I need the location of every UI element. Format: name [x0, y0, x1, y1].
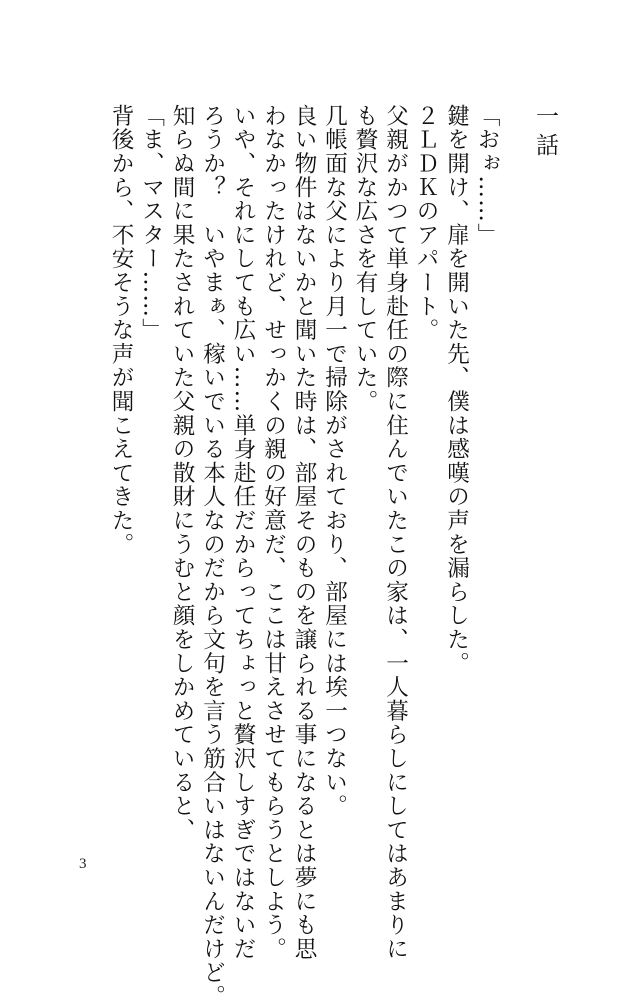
chapter-title: 一話 — [532, 104, 558, 162]
text-line: 父親がかつて単身赴任の際に住んでいたこの家は、一人暮らしにしてはあまりに — [382, 104, 409, 961]
text-line: 鍵を開け、扉を開いた先、僕は感嘆の声を漏らした。 — [443, 104, 470, 676]
text-line: も贅沢な広さを有していた。 — [352, 104, 378, 414]
text-line: 「おぉ……」 — [474, 104, 500, 247]
text-line: ２ＬＤＫのアパート。 — [413, 104, 439, 342]
text-line: 良い物件はないかと聞いた時は、部屋そのものを譲られる事になるとは夢にも思 — [291, 104, 317, 961]
text-line: 背後から、不安そうな声が聞こえてきた。 — [108, 104, 134, 557]
page-number: 3 — [79, 856, 87, 872]
body-text — [106, 104, 503, 1008]
text-line: わなかったけれど、せっかくの親の好意だ、ここは甘えさせてもらうとしよう。 — [260, 104, 287, 961]
text-line: 几帳面な父により月一で掃除がされており、部屋には埃一つない。 — [321, 104, 348, 818]
text-line: 「ま、マスター……」 — [138, 104, 165, 342]
text-line: ろうか？ いやまぁ、稼いでいる本人なのだから文句を言う筋合いはないんだけど。 — [199, 104, 226, 1008]
text-line: 知らぬ間に果たされていた父親の散財にうむと顔をしかめていると、 — [169, 104, 195, 842]
text-line: いや、それにしても広い……単身赴任だからってちょっと贅沢しすぎではないだ — [230, 104, 256, 961]
